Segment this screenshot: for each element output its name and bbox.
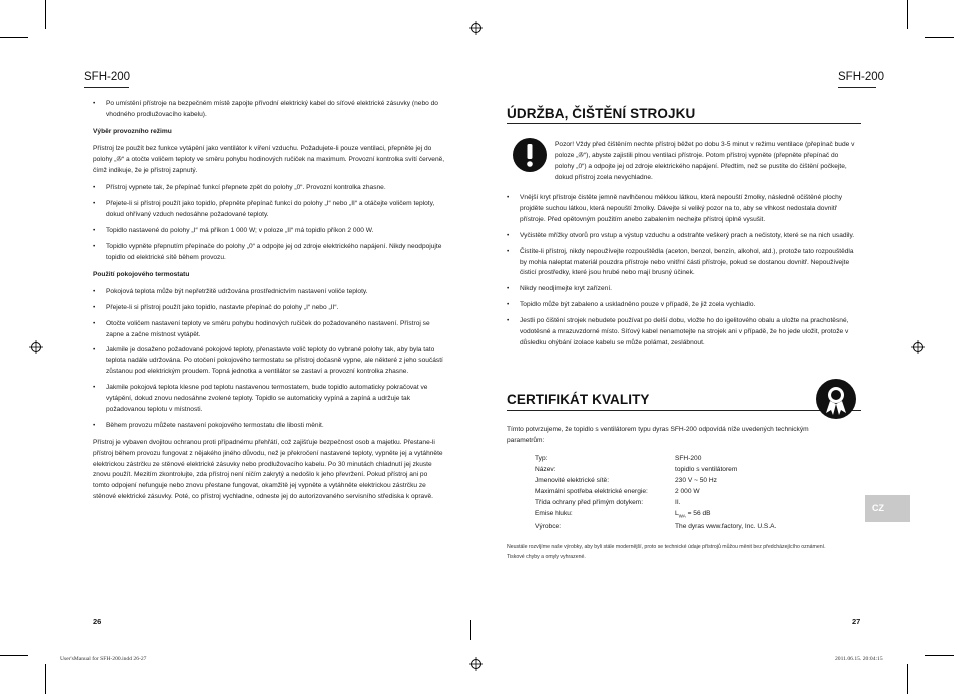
mode-paragraph: Přístroj lze použít bez funkce vytápění jako ventilátor k víření vzduchu. Požadujete-li pouze ventilaci, přepněte jej do polohy „✇“ a otočte voličem teploty ve směru pohybu hodinových ručiček na maximum. Provozní kontrolka svítí červeně, čímž indikuje, že je přístroj zapnutý. bbox=[93, 144, 445, 174]
crop-mark bbox=[907, 0, 908, 29]
maintenance-heading-rule bbox=[507, 123, 861, 124]
crop-mark bbox=[470, 620, 471, 640]
list-item: • Přístroj vypnete tak, že přepínač funkcí přepnete zpět do polohy „0“. Provozní kontrolka zhasne. bbox=[93, 183, 445, 194]
timestamp: 2011.06.15. 20:04:15 bbox=[835, 656, 883, 662]
language-tab-label: CZ bbox=[872, 503, 884, 513]
protection-paragraph: Přístroj je vybaven dvojitou ochranou proti případnému přehřátí, což zajišťuje bezpečnost osob a majetku. Přestane-li přístroj během provozu fungovat z nějakého jiného důvodu, než je překročení nastavené teploty, vypněte jej a vytáhněte elektrickou zástrčku ze stěnové elektrické zásuvky nebo prodlužovacího kabelu. Po 30 minutách chladnutí jej zkuste znovu použít. Mezitím zkontrolujte, zda přístroj není ničím zakrytý a nedošlo k jeho převržení. Pokud přístroj ani po tomto odpojení nefunguje nebo znovu přestane fungovat, okamžitě jej vypněte a vytáhněte elektrickou zástrčku ze stěnové elektrické zásuvky. Poté, co přístroj vychladne, odneste jej do autorizovaného servisního střediska k opravě. bbox=[93, 438, 443, 501]
registration-mark-icon bbox=[911, 340, 925, 354]
list-item: • Topidlo vypněte přepnutím přepínače do polohy „0“ a odpojte jej od zdroje elektrického napájení. Nikdy neodpojujte topidlo od elektrické sítě během provozu. bbox=[93, 242, 445, 264]
list-item: • Přejete-li si přístroj použít jako topidlo, nastavte přepínač do polohy „I“ nebo „II“. bbox=[93, 303, 445, 314]
list-item: • Přejete-li si přístroj použít jako topidlo, přepněte přepínač funkcí do polohy „I“ nebo „II“ a otáčejte voličem teploty, dokud ohřívaný vzduch nedosáhne požadované teploty. bbox=[93, 199, 445, 221]
crop-mark bbox=[925, 37, 954, 38]
page-number-right: 27 bbox=[852, 617, 861, 626]
list-item: • Po umístění přístroje na bezpečném místě zapojte přívodní elektrický kabel do síťové elektrické zásuvky (nebo do vhodného prodlužovacího kabelu). bbox=[93, 99, 445, 121]
thermostat-heading: Použití pokojového termostatu bbox=[93, 270, 190, 278]
registration-mark-icon bbox=[469, 657, 483, 671]
crop-mark bbox=[45, 664, 46, 694]
certificate-heading: CERTIFIKÁT KVALITY bbox=[507, 392, 650, 407]
maintenance-heading: ÚDRŽBA, ČIŠTĚNÍ STROJKU bbox=[507, 106, 696, 121]
list-item: • Otočte voličem nastavení teploty ve směru pohybu hodinových ručiček do požadovaného nastavení. Přístroj se zapne a začne místnost vytápět. bbox=[93, 319, 445, 341]
quality-badge-icon bbox=[815, 378, 857, 420]
table-row: Typ: SFH-200 bbox=[535, 455, 702, 462]
model-label-right: SFH-200 bbox=[838, 71, 885, 83]
page-number-left: 26 bbox=[93, 617, 102, 626]
list-item: • Během provozu můžete nastavení pokojového termostatu dle libosti měnit. bbox=[93, 421, 445, 432]
language-tab bbox=[865, 495, 910, 522]
list-item: • Vyčistěte mřížky otvorů pro vstup a výstup vzduchu a odstraňte veškerý prach a nečistoty, které se na nich usadily. bbox=[507, 231, 859, 242]
list-item: • Topidlo nastavené do polohy „I“ má příkon 1 000 W; v poloze „II“ má topidlo příkon 2 000 W. bbox=[93, 226, 445, 237]
maintenance-list bbox=[507, 193, 859, 355]
table-row: Třída ochrany před přímým dotykem: II. bbox=[535, 498, 681, 506]
crop-mark bbox=[907, 664, 908, 694]
crop-mark bbox=[925, 655, 954, 656]
header-rule-left bbox=[84, 87, 129, 88]
table-row: Emise hluku: $L_{WA} = 56$ dB bbox=[535, 509, 711, 518]
crop-mark bbox=[0, 37, 28, 38]
list-item: • Topidlo může být zabaleno a uskladněno pouze v případě, že již zcela vychladlo. bbox=[507, 300, 859, 311]
fine-print: Neustále rozvíjíme naše výrobky, aby byli stále modernější, proto se technické údaje přístrojů můžou měnit bez předcházejícího oznámení. Tiskové chyby a omyly vyhrazené. bbox=[507, 544, 826, 560]
crop-mark bbox=[0, 655, 28, 656]
certificate-paragraph: Tímto potvrzujeme, že topidlo s ventilátorem typu dyras SFH-200 odpovídá níže uvedených technickým parametrům: bbox=[507, 426, 809, 444]
file-info: User'sManual for SFH-200.indd 26-27 bbox=[60, 656, 147, 662]
registration-mark-icon bbox=[469, 21, 483, 35]
header-rule-right bbox=[838, 87, 876, 88]
registration-mark-icon bbox=[29, 340, 43, 354]
table-row: Výrobce: The dyras www.factory, Inc. U.S.A. bbox=[535, 522, 777, 530]
list-item: • Pokojová teplota může být nepřetržitě udržována prostřednictvím nastavení voliče teploty. bbox=[93, 287, 445, 298]
warning-text: Pozor! Vždy před čištěním nechte přístroj běžet po dobu 3-5 minut v režimu ventilace (přepínač bude v poloze „✇“), abyste zajistili plnou ventilaci přístroje. Potom přístroj vypněte (přepněte přepínač do polohy „0“) a odpojte jej od zdroje elektrického napájení. Předtím, než se pustíte do čištění počkejte, dokud přístroj zcela nevychladne. bbox=[555, 141, 855, 181]
list-item: • Jakmile je dosaženo požadované pokojové teploty, přenastavte volič teploty do vybrané polohy tak, aby byla tato teplota nadále udržována. Po otočení pokojového termostatu se přístroj dočasně vypne, ale některé z jeho součástí zůstanou pod elektrickým proudem. Topná jednotka a ventilátor se zastaví a provozní kontrolka zhasne. bbox=[93, 345, 445, 378]
left-column bbox=[93, 99, 445, 510]
table-row: Maximální spotřeba elektrické energie: 2 000 W bbox=[535, 487, 700, 495]
table-row: Název: topidlo s ventilátorem bbox=[535, 465, 738, 473]
model-label-left: SFH-200 bbox=[84, 71, 131, 83]
crop-mark bbox=[45, 0, 46, 29]
list-item: • Jakmile pokojová teplota klesne pod teplotu nastavenou termostatem, bude topidlo automaticky pokračovat ve vytápění, dokud znovu nedosáhne zvolené teploty. Topidlo se automaticky vypíná a zapíná a udržuje tak požadovanou teplotu v místnosti. bbox=[93, 383, 445, 416]
list-item: • Jestli po čištění strojek nebudete používat po delší dobu, vložte ho do igelitového obalu a uložte na prachotěsné, vodotěsné a mrazuvzdorné místo. Síťový kabel nenamotejte na strojek ani v případě, že ho jede uložit, protože v důsledku ohýbání izolace kabelu se může polámat, zeslábnout. bbox=[507, 316, 859, 349]
spec-table bbox=[535, 454, 776, 533]
mode-heading: Výběr provozního režimu bbox=[93, 127, 172, 135]
list-item: • Vnější kryt přístroje čistěte jemně navlhčenou měkkou látkou, která nepouští žmolky, následně očištěné plochy projděte suchou látkou, která nepouští žmolky. Dávejte si veliký pozor na to, aby se vlhkost nedostala dovnitř přístroje. Před opětovným použitím anebo zabalením nechejte přístroj úplně vysušit. bbox=[507, 193, 859, 226]
certificate-heading-rule bbox=[507, 410, 861, 411]
list-item: • Nikdy neodjímejte kryt zařízení. bbox=[507, 284, 859, 295]
table-row: Jmenovité elektrické sítě: 230 V ~ 50 Hz bbox=[535, 476, 717, 484]
list-item: • Čistíte-li přístroj, nikdy nepoužívejte rozpouštědla (aceton, benzol, benzín, alkohol, atd.), protože tato rozpouštědla by mohla naleptat materiál pouzdra přístroje nebo vnitřní části přístroje, pokud se dostanou dovnitř. Nepoužívejte čisticí prostředky, které jsou hrubé nebo mají brusný účinek. bbox=[507, 247, 859, 280]
warning-icon bbox=[512, 137, 548, 173]
